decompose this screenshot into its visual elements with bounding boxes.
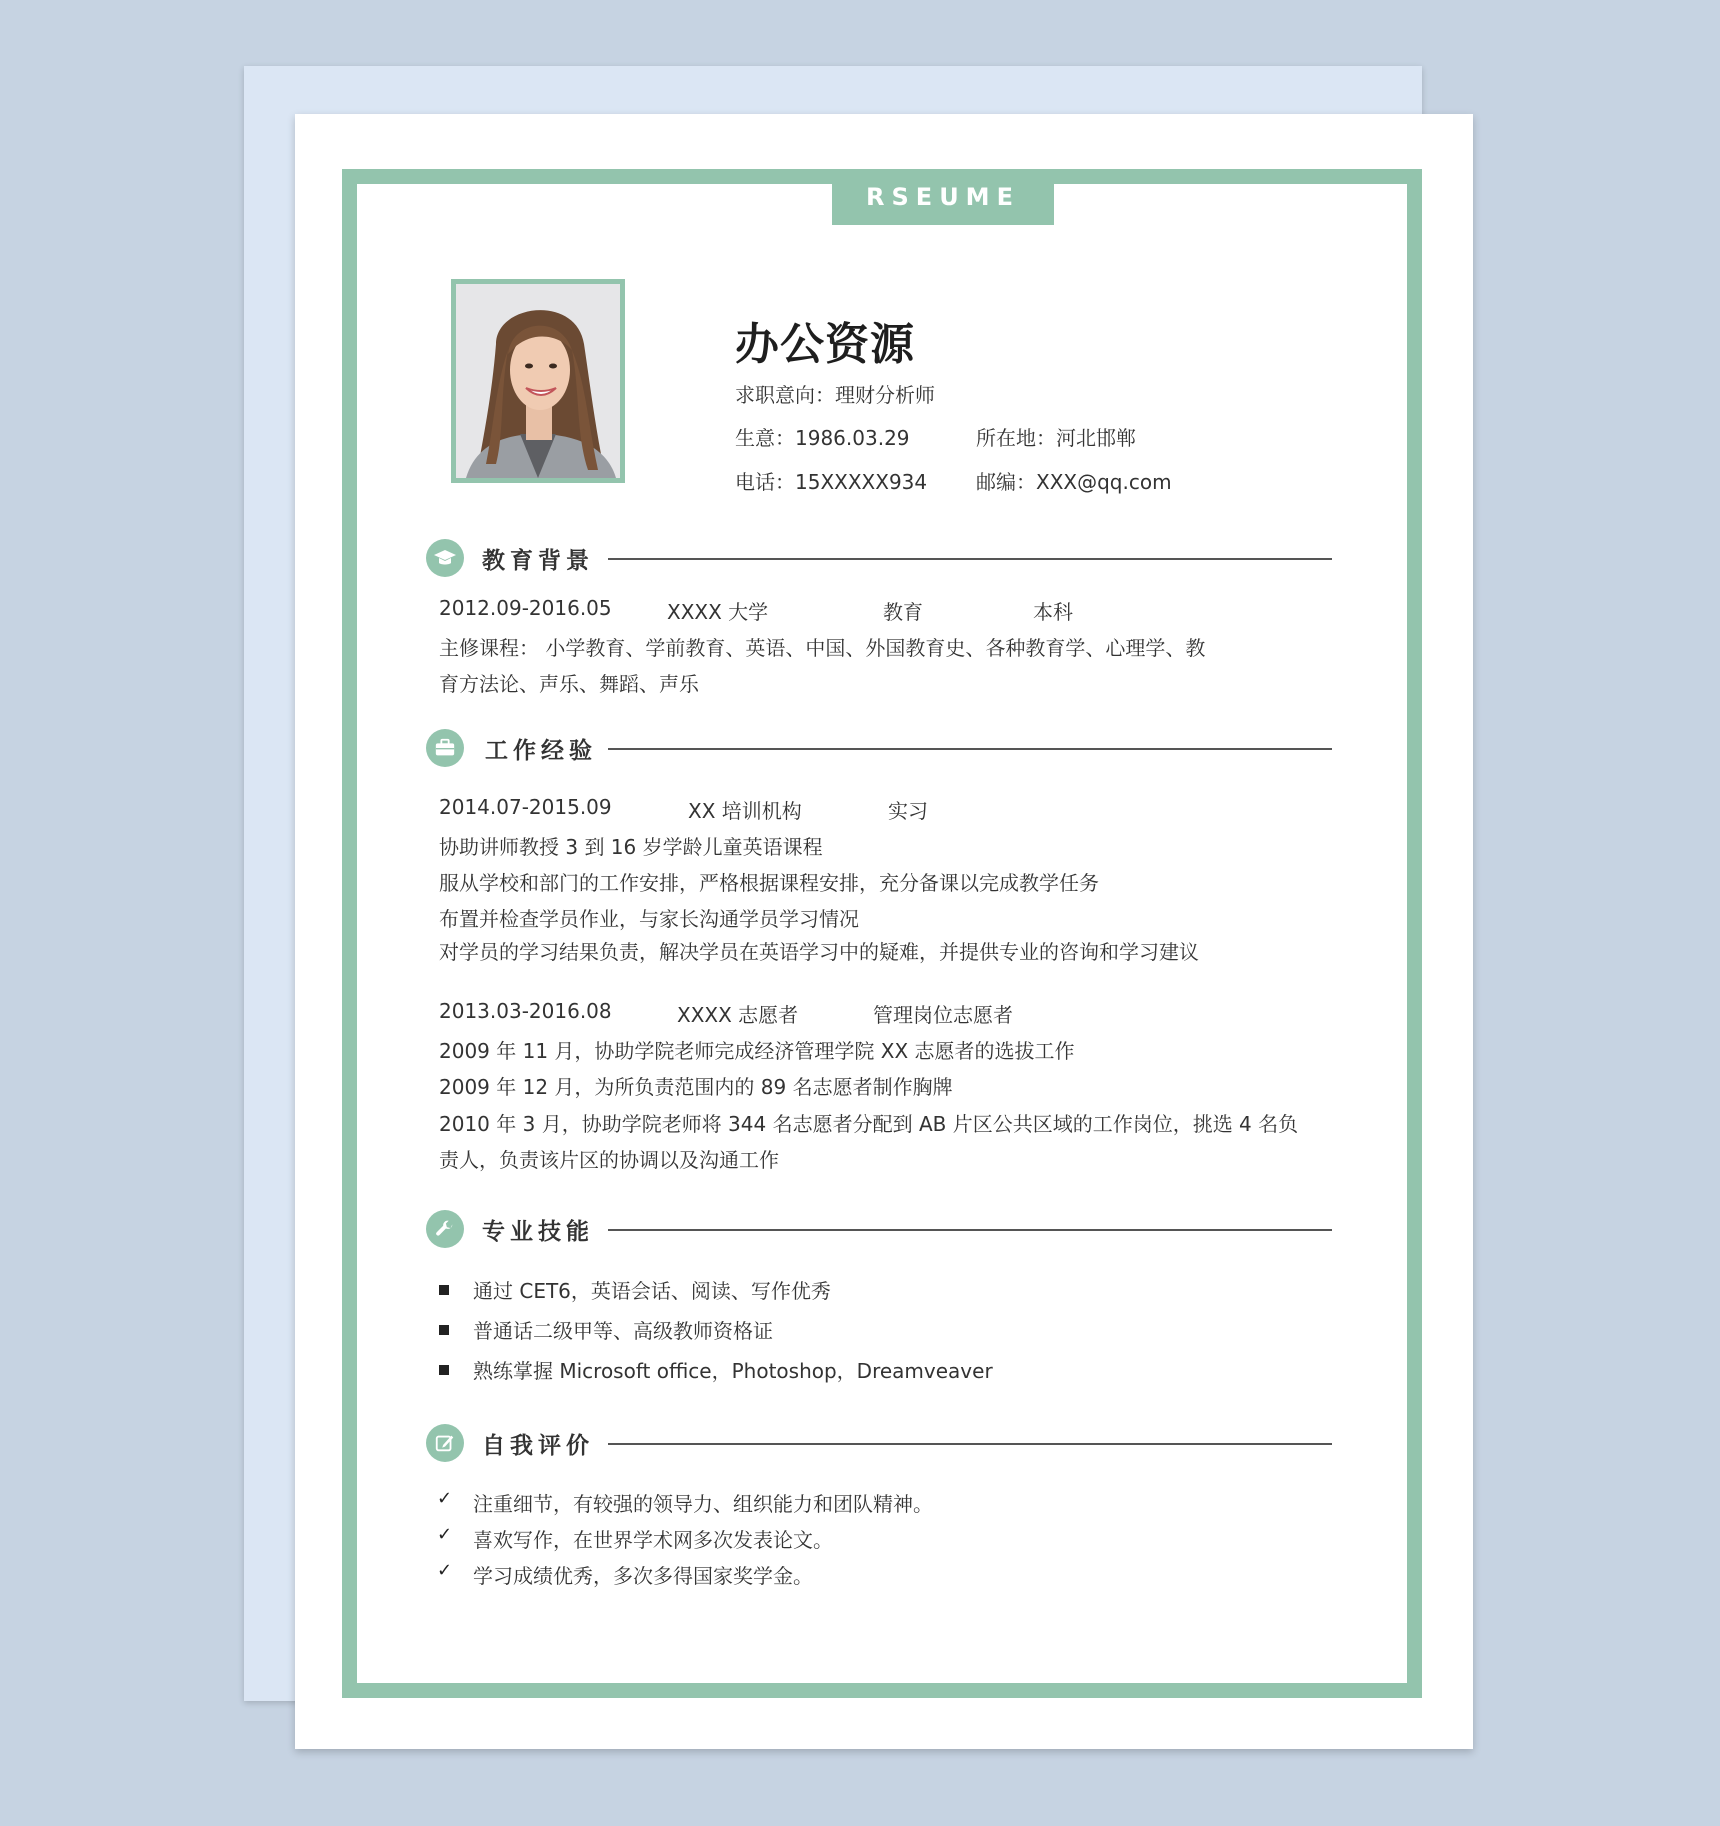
- checkmark-icon: ✓: [437, 1560, 453, 1581]
- job2-role: 管理岗位志愿者: [873, 1003, 1013, 1027]
- phone-label: 电话 ：: [735, 470, 795, 494]
- job1-line: 协助讲师教授 3 到 16 岁学龄儿童英语课程: [439, 835, 823, 859]
- resume-page: [295, 114, 1473, 1749]
- job2-period: 2013.03-2016.08: [439, 999, 612, 1023]
- skill-item: 通过 CET6，英语会话、阅读、写作优秀: [473, 1279, 831, 1303]
- self-eval-item: 喜欢写作，在世界学术网多次发表论文。: [473, 1528, 833, 1552]
- education-courses-line2: 育方法论、声乐、舞蹈、声乐: [439, 672, 699, 696]
- resume-badge: RSEUME: [832, 169, 1054, 225]
- work-title: 工作经验: [485, 738, 597, 764]
- work-divider: [608, 748, 1332, 750]
- job2-line: 2009 年 12 月，为所负责范围内的 89 名志愿者制作胸牌: [439, 1075, 953, 1099]
- square-bullet-icon: [439, 1285, 449, 1295]
- skills-divider: [608, 1229, 1332, 1231]
- square-bullet-icon: [439, 1365, 449, 1375]
- self-eval-header: [426, 1424, 1332, 1464]
- objective-value: 理财分析师: [835, 383, 935, 407]
- self-eval-divider: [608, 1443, 1332, 1445]
- job1-period: 2014.07-2015.09: [439, 795, 612, 819]
- phone-row: [735, 466, 927, 495]
- education-degree: 本科: [1033, 600, 1073, 624]
- education-courses-line1: 主修课程： 小学教育、学前教育、英语、中国、外国教育史、各种教育学、心理学、教: [439, 636, 1206, 660]
- profile-photo: [451, 279, 625, 483]
- job2-line: 责人，负责该片区的协调以及沟通工作: [439, 1148, 779, 1172]
- education-school: XXXX 大学: [667, 600, 769, 624]
- skills-header: [426, 1210, 1332, 1250]
- birth-row: [735, 422, 910, 451]
- education-divider: [608, 558, 1332, 560]
- birth-label: 生意 ：: [735, 426, 795, 450]
- job1-line: 对学员的学习结果负责，解决学员在英语学习中的疑难，并提供专业的咨询和学习建议: [439, 940, 1199, 964]
- education-period: 2012.09-2016.05: [439, 596, 612, 620]
- self-eval-item: 学习成绩优秀，多次多得国家奖学金。: [473, 1564, 813, 1588]
- email-value: XXX@qq.com: [1036, 470, 1172, 494]
- self-eval-title: 自我评价: [482, 1433, 594, 1459]
- square-bullet-icon: [439, 1325, 449, 1335]
- work-header: [426, 729, 1332, 769]
- self-eval-item: 注重细节，有较强的领导力、组织能力和团队精神。: [473, 1492, 933, 1516]
- job2-line: 2009 年 11 月，协助学院老师完成经济管理学院 XX 志愿者的选拔工作: [439, 1039, 1075, 1063]
- email-label: 邮编 ：: [976, 470, 1036, 494]
- education-title: 教育背景: [482, 548, 594, 574]
- education-major: 教育: [883, 600, 923, 624]
- email-row: [976, 466, 1172, 495]
- job1-org: XX 培训机构: [688, 799, 802, 823]
- briefcase-icon: [426, 729, 464, 767]
- location-label: 所在地 ：: [976, 426, 1056, 450]
- job1-role: 实习: [888, 799, 928, 823]
- job2-org: XXXX 志愿者: [677, 1003, 799, 1027]
- checkmark-icon: ✓: [437, 1524, 453, 1545]
- checkmark-icon: ✓: [437, 1488, 453, 1509]
- location-row: [976, 422, 1136, 451]
- job2-line: 2010 年 3 月，协助学院老师将 344 名志愿者分配到 AB 片区公共区域的工作岗位，挑选 4 名负: [439, 1112, 1299, 1136]
- skill-item: 普通话二级甲等、高级教师资格证: [473, 1319, 773, 1343]
- candidate-name: 办公资源: [735, 319, 915, 370]
- skills-title: 专业技能: [482, 1219, 594, 1245]
- wrench-icon: [426, 1210, 464, 1248]
- skill-item: 熟练掌握 Microsoft office，Photoshop，Dreamveaver: [473, 1359, 993, 1383]
- objective-label: 求职意向 ：: [735, 383, 835, 407]
- objective-row: [735, 379, 935, 408]
- graduation-cap-icon: [426, 539, 464, 577]
- education-header: [426, 539, 1332, 579]
- job1-line: 服从学校和部门的工作安排，严格根据课程安排，充分备课以完成教学任务: [439, 871, 1099, 895]
- resume-frame: [342, 169, 1422, 1698]
- location-value: 河北邯郸: [1056, 426, 1136, 450]
- job1-line: 布置并检查学员作业，与家长沟通学员学习情况: [439, 907, 859, 931]
- phone-value: 15XXXXX934: [795, 470, 928, 494]
- edit-icon: [426, 1424, 464, 1462]
- birth-value: 1986.03.29: [795, 426, 910, 450]
